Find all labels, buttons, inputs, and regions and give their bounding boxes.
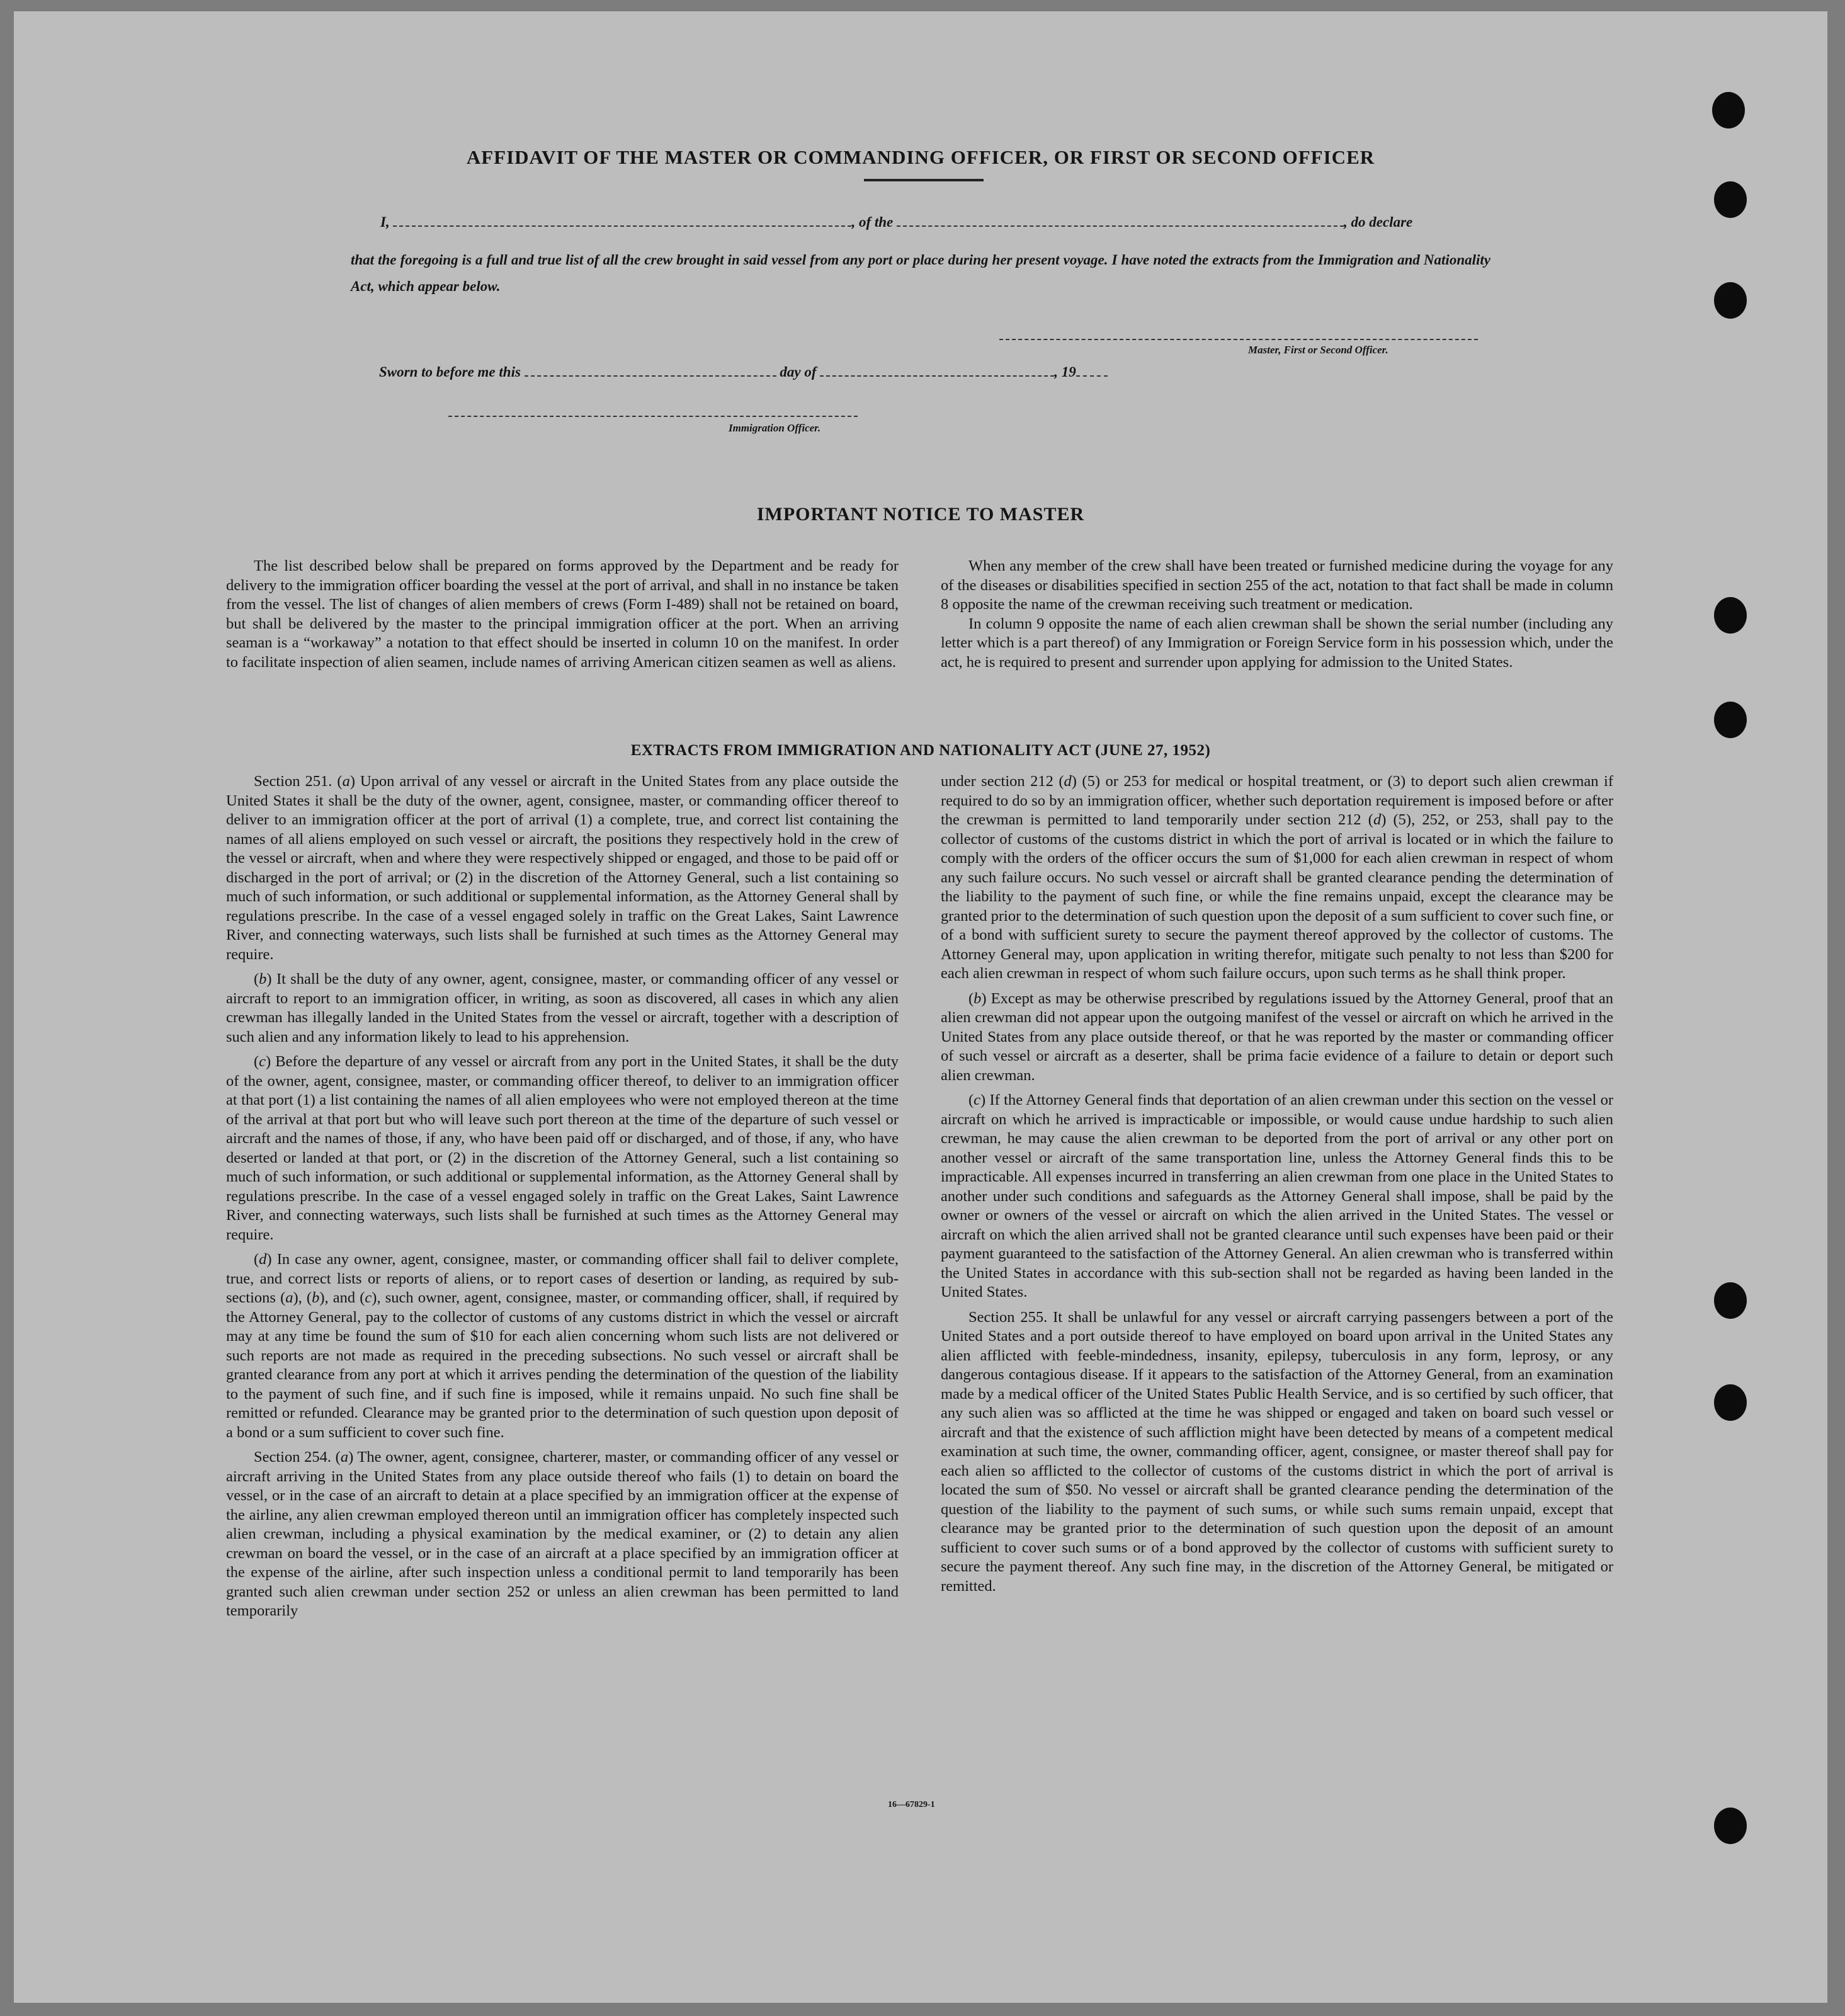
declaration-text: that the foregoing is a full and true list of all the crew brought in said vessel from any port or place during her present voyage. I have noted the extracts from the Immigration and Nationality Act, which appear below. [351, 252, 1490, 294]
sworn-day-field[interactable] [525, 365, 776, 377]
sworn-label: Sworn to before me this [379, 364, 521, 380]
sworn-line [379, 364, 1108, 380]
sworn-year-field[interactable] [1076, 365, 1108, 377]
master-caption: Master, First or Second Officer. [1248, 344, 1388, 356]
immigration-officer-signature-field[interactable] [448, 416, 858, 417]
section-251-a: Section 251. (a) Upon arrival of any vessel or aircraft in the United States from any place outside the United States it shall be the duty of the owner, agent, consignee, master, or commanding officer thereof to deliver to an immigration officer at the port of arrival (1) a complete, true, and correct list containing the names of all aliens employed on such vessel or aircraft, the positions they respectively hold in the crew of the vessel or aircraft, when and where they were respectively shipped or engaged, and those to be paid off or discharged in the port of arrival; or (2) in the discretion of the Attorney General, such a list containing so much of such information, or such additional or supplemental information, as the Attorney General shall by regulations prescribe. In the case of a vessel engaged solely in traffic on the Great Lakes, Saint Lawrence River, and connecting waterways, such lists shall be furnished at such times as the Attorney General may require. [226, 773, 899, 963]
punch-hole [1714, 1384, 1747, 1421]
affidavit-title: AFFIDAVIT OF THE MASTER OR COMMANDING OFFICER, OR FIRST OR SECOND OFFICER [466, 146, 1375, 168]
vessel-field[interactable] [897, 215, 1344, 227]
section-251-d: (d) In case any owner, agent, consignee, master, or commanding officer shall fail to deliver complete, true, and correct lists or reports of aliens, or to report cases of desertion or landing, as required by sub-sections (a), (b), and (c), such owner, agent, consignee, master, or commanding officer, shall, if required by the Attorney General, pay to the collector of customs of any customs district in which the vessel or aircraft may at any time be found the sum of $10 for each alien concerning whom such lists are not delivered or such reports are not made as required in the preceding subsections. No such vessel or aircraft shall be granted clearance from any port at which it arrives pending the determination of the question of the liability to the payment of such fine, and if such fine is imposed, while it remains unpaid. No such fine shall be remitted or refunded. Clearance may be granted prior to the determination of such question upon deposit of a bond or a sum sufficient to cover such fine. [226, 1251, 899, 1441]
extracts-title: EXTRACTS FROM IMMIGRATION AND NATIONALITY ACT (JUNE 27, 1952) [630, 742, 1211, 759]
notice-right-column [941, 557, 1613, 678]
extracts-right-column [941, 772, 1613, 1602]
declarant-line [380, 214, 1412, 231]
punch-hole [1714, 702, 1747, 738]
punch-hole [1714, 282, 1747, 319]
punch-hole [1714, 597, 1747, 634]
section-254-c: (c) If the Attorney General finds that deportation of an alien crewman under this section on the vessel or aircraft on which he arrived is impracticable or impossible, or would cause undue hardship to such alien crewman, he may cause the alien crewman to be deported from the port of arrival or any other port on another vessel or aircraft of the same transportation line, unless the Attorney General finds this to be impracticable. All expenses incurred in transferring an alien crewman from one place in the United States to another under such conditions and safeguards as the Attorney General shall impose, shall be paid by the owner or owners of the vessel or aircraft on which the alien arrived in the United States. The vessel or aircraft on which the alien arrived shall not be granted clearance until such expenses have been paid or their payment guaranteed to the satisfaction of the Attorney General. An alien crewman who is transferred within the United States in accordance with this sub-section shall not be regarded as having been landed in the United States. [941, 1091, 1613, 1301]
section-254-a-continued: under section 212 (d) (5) or 253 for medical or hospital treatment, or (3) to deport such alien crewman if required to do so by an immigration officer, whether such deportation requirement is imposed before or after the crewman is permitted to land temporarily under section 212 (d) (5), 252, or 253, shall pay to the collector of customs of the customs district in which the port of arrival is located or in which the failure to comply with the orders of the officer occurs the sum of $1,000 for each alien crewman in respect of whom any such failure occurs. No such vessel or aircraft shall be granted clearance pending the determination of the liability to the payment of such fine, or while the fine remains unpaid, except the clearance may be granted prior to the determination of such question upon the deposit of a sum sufficient to cover such fine, or of a bond with sufficient surety to secure the payment thereof approved by the collector of customs. The Attorney General may, upon application in writing therefor, mitigate such penalty to not less than $200 for each alien crewman in respect of whom such failure occurs, upon such terms as he shall think proper. [941, 773, 1614, 982]
sworn-month-field[interactable] [820, 365, 1054, 377]
title-rule [864, 179, 984, 181]
section-251-b: (b) It shall be the duty of any owner, agent, consignee, master, or commanding officer of any vessel or aircraft to report to an immigration officer, in writing, as soon as discovered, all cases in which any alien crewman has illegally landed in the United States from the vessel or aircraft, together with a description of such alien and any information likely to lead to his apprehension. [226, 971, 899, 1045]
form-number: 16—67829-1 [888, 1800, 935, 1809]
notice-right-paragraph-2: In column 9 opposite the name of each alien crewman shall be shown the serial number (including any letter which is a part thereof) of any Immigration or Foreign Service form in his possession which, under the act, he is required to present and surrender upon applying for admission to the United States. [941, 615, 1613, 671]
section-254-b: (b) Except as may be otherwise prescribed by regulations issued by the Attorney General, proof that an alien crewman did not appear upon the outgoing manifest of the vessel or aircraft on which he arrived in the United States from any place outside thereof, or that he was reported by the master or commanding officer of such vessel or aircraft as a deserter, shall be prima facie evidence of a failure to detain or deport such alien crewman. [941, 989, 1613, 1084]
name-field[interactable] [393, 215, 851, 227]
do-declare-label: , do declare [1344, 214, 1413, 230]
year-label: , 19 [1054, 364, 1076, 380]
master-signature-field[interactable] [999, 339, 1478, 340]
punch-hole [1712, 92, 1745, 128]
notice-left-column [226, 557, 899, 678]
section-254-a: Section 254. (a) The owner, agent, consignee, charterer, master, or commanding officer of any vessel or aircraft arriving in the United States from any place outside thereof who fails (1) to detain on board the vessel, or in the case of an aircraft to detain at a place specified by an immigration officer at the expense of the airline, any alien crewman employed thereon until an immigration officer has completely inspected such alien crewman, including a physical examination by the medical examiner, or (2) to detain any alien crewman on board the vessel, or in the case of an aircraft at a place specified by an immigration officer at the expense of the airline, after such inspection unless a conditional permit to land temporarily has been granted such alien crewman under section 252 or unless an alien crewman has been permitted to land temporarily [226, 1449, 899, 1619]
notice-title: IMPORTANT NOTICE TO MASTER [756, 504, 1085, 525]
notice-right-paragraph-1: When any member of the crew shall have been treated or furnished medicine during the voyage for any of the diseases or disabilities specified in section 255 of the act, notation to that fact shall be made in column 8 opposite the name of the crewman receiving such treatment or medication. [941, 557, 1613, 613]
document-page [14, 11, 1827, 2003]
i-label: I, [380, 214, 390, 230]
punch-hole [1714, 1282, 1747, 1319]
immigration-officer-caption: Immigration Officer. [729, 422, 821, 434]
notice-left-paragraph: The list described below shall be prepared on forms approved by the Department and be ready for delivery to the immigration officer boarding the vessel at the port of arrival, and shall in no instance be taken from the vessel. The list of changes of alien members of crews (Form I-489) shall not be retained on board, but shall be delivered by the master to the principal immigration officer at the port. When an arriving seaman is a “workaway” a notation to that effect should be inserted in column 10 on the manifest. In order to facilitate inspection of alien seamen, include names of arriving American citizen seamen as well as aliens. [226, 557, 899, 671]
punch-hole [1714, 1808, 1747, 1844]
section-255: Section 255. It shall be unlawful for any vessel or aircraft carrying passengers between a port of the United States and a port outside thereof to have employed on board upon arrival in the United States any alien afflicted with feeble-mindedness, insanity, epilepsy, tuberculosis in any form, leprosy, or any dangerous contagious disease. If it appears to the satisfaction of the Attorney General, from an examination made by a medical officer of the United States Public Health Service, and is so certified by such officer, that any such alien was so afflicted at the time he was shipped or engaged and taken on board such vessel or aircraft and that the existence of such affliction might have been detected by means of a competent medical examination at such time, the owner, commanding officer, agent, consignee, or master thereof shall pay for each alien so afflicted to the collector of customs of the customs district in which the port of arrival is located the sum of $50. No vessel or aircraft shall be granted clearance pending the determination of the question of the liability to the payment of such sums, or while such sums remain unpaid, except that clearance may be granted prior to the determination of such question upon the deposit of an amount sufficient to cover such sums or of a bond approved by the collector of customs with sufficient surety to secure the payment thereof. Any such fine may, in the discretion of the Attorney General, be mitigated or remitted. [941, 1308, 1613, 1595]
section-251-c: (c) Before the departure of any vessel or aircraft from any port in the United States, it shall be the duty of the owner, agent, consignee, master, or commanding officer thereof, to deliver to an immigration officer at that port (1) a list containing the names of all alien employees who were not employed thereon at the time of the arrival at that port but who will leave such port thereon at the time of the departure of such vessel or aircraft and the names of those, if any, who have been paid off or discharged, and of those, if any, who have deserted or landed at that port, or (2) in the discretion of the Attorney General, such a list containing so much of such information, or such additional or supplemental information, as the Attorney General shall by regulations prescribe. In the case of a vessel engaged solely in traffic on the Great Lakes, Saint Lawrence River, and connecting waterways, such lists shall be furnished at such times as the Attorney General may require. [226, 1053, 899, 1243]
punch-hole [1714, 181, 1747, 218]
of-the-label: , of the [851, 214, 894, 230]
extracts-left-column [226, 772, 899, 1627]
day-of-label: day of [780, 364, 817, 380]
